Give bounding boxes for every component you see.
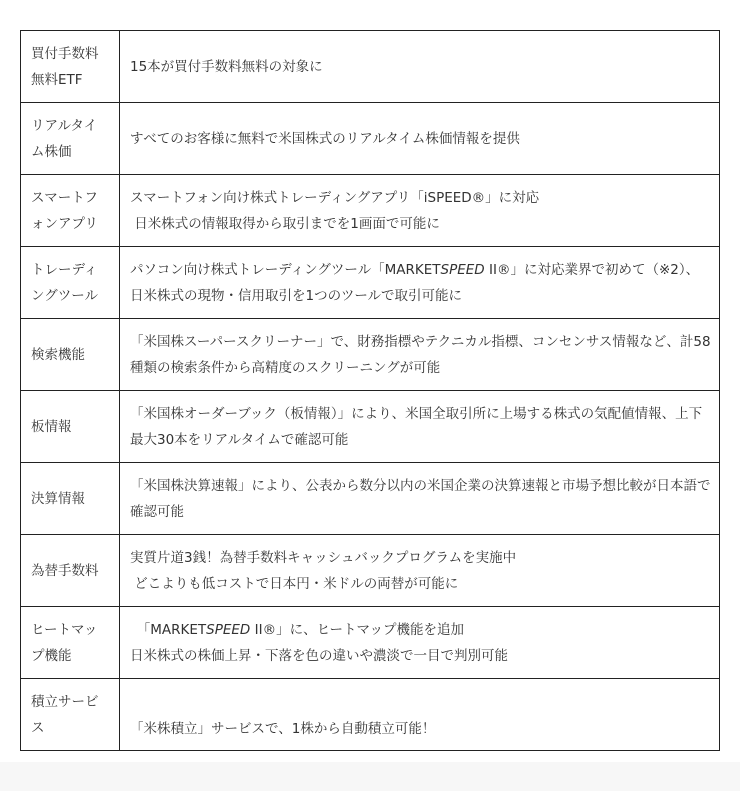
row-description — [120, 391, 720, 463]
row-description-text: 「米株積立」サービスで、1株から自動積立可能！ — [130, 721, 436, 737]
row-label — [21, 607, 120, 679]
table-row — [21, 175, 720, 247]
row-label-line: ス — [31, 719, 45, 736]
row-label-line: ォンアプリ — [31, 215, 98, 232]
row-label-line: スマートフ — [31, 189, 98, 206]
row-label — [21, 535, 120, 607]
table-row — [21, 319, 720, 391]
row-description-part: II®」に、ヒートマップ機能を追加 — [250, 621, 465, 638]
row-label-line: 決算情報 — [31, 490, 85, 507]
row-description-line — [130, 617, 711, 643]
row-label-line: リアルタイ — [31, 117, 98, 134]
row-description — [120, 463, 720, 535]
row-label-line: 買付手数料 — [31, 45, 99, 62]
row-description-line: どこよりも低コストで日本円・米ドルの両替が可能に — [130, 575, 459, 592]
row-label — [21, 103, 120, 175]
row-label — [21, 31, 120, 103]
row-label-line: 為替手数料 — [31, 562, 99, 579]
row-description-part: II®」に対応業界で初めて（※2）、日米株式の現物・信用取引を1つのツールで取引可能に — [130, 261, 700, 304]
row-label-line: 積立サービ — [31, 693, 99, 710]
row-description-line: 実質片道3銭！為替手数料キャッシュバックプログラムを実施中 — [130, 549, 517, 566]
row-description — [120, 247, 720, 319]
row-label-line: ム株価 — [31, 143, 72, 160]
row-description-text — [130, 257, 711, 309]
row-description-line: 日米株式の情報取得から取引までを1画面で可能に — [130, 215, 440, 232]
row-label — [21, 319, 120, 391]
row-label-line: 板情報 — [31, 418, 72, 435]
row-label — [21, 679, 120, 751]
row-label — [21, 247, 120, 319]
row-description-text: 「米国株スーパースクリーナー」で、財務指標やテクニカル指標、コンセンサス情報など、計58種類の検索条件から高精度のスクリーニングが可能 — [130, 333, 711, 376]
row-description-italic: SPEED — [206, 621, 251, 638]
row-description-text: 「米国株オーダーブック（板情報）」により、米国全取引所に上場する株式の気配値情報、上下最大30本をリアルタイムで確認可能 — [130, 405, 703, 448]
table-row — [21, 31, 720, 103]
row-description — [120, 679, 720, 751]
row-description-part: 「MARKET — [130, 621, 207, 638]
row-label-line: 検索機能 — [31, 346, 85, 363]
row-description-part: パソコン向け株式トレーディングツール「MARKET — [130, 261, 441, 278]
row-label-line: ヒートマッ — [31, 621, 98, 638]
table-row — [21, 391, 720, 463]
row-description — [120, 535, 720, 607]
row-description-text: 「米国株決算速報」により、公表から数分以内の米国企業の決算速報と市場予想比較が日本語で確認可能 — [130, 477, 711, 520]
row-description-text: 15本が買付手数料無料の対象に — [130, 58, 323, 75]
row-label-line: ングツール — [31, 287, 98, 304]
row-description-italic: SPEED — [440, 261, 485, 278]
table-row — [21, 607, 720, 679]
table-row — [21, 247, 720, 319]
row-description — [120, 31, 720, 103]
row-label-line: プ機能 — [31, 647, 72, 664]
row-description-line: スマートフォン向け株式トレーディングアプリ「iSPEED®」に対応 — [130, 189, 540, 206]
row-label — [21, 391, 120, 463]
table-row — [21, 103, 720, 175]
row-label-line: トレーディ — [31, 261, 98, 278]
row-label — [21, 463, 120, 535]
row-description-line: 日米株式の株価上昇・下落を色の違いや濃淡で一目で判別可能 — [130, 647, 508, 664]
row-description — [120, 175, 720, 247]
feature-table — [20, 30, 720, 751]
row-description-text: すべてのお客様に無料で米国株式のリアルタイム株価情報を提供 — [130, 130, 520, 147]
row-description — [120, 319, 720, 391]
row-label-line: 無料ETF — [31, 71, 83, 88]
table-row — [21, 679, 720, 751]
row-label — [21, 175, 120, 247]
row-description — [120, 607, 720, 679]
table-row — [21, 535, 720, 607]
row-description — [120, 103, 720, 175]
table-row — [21, 463, 720, 535]
